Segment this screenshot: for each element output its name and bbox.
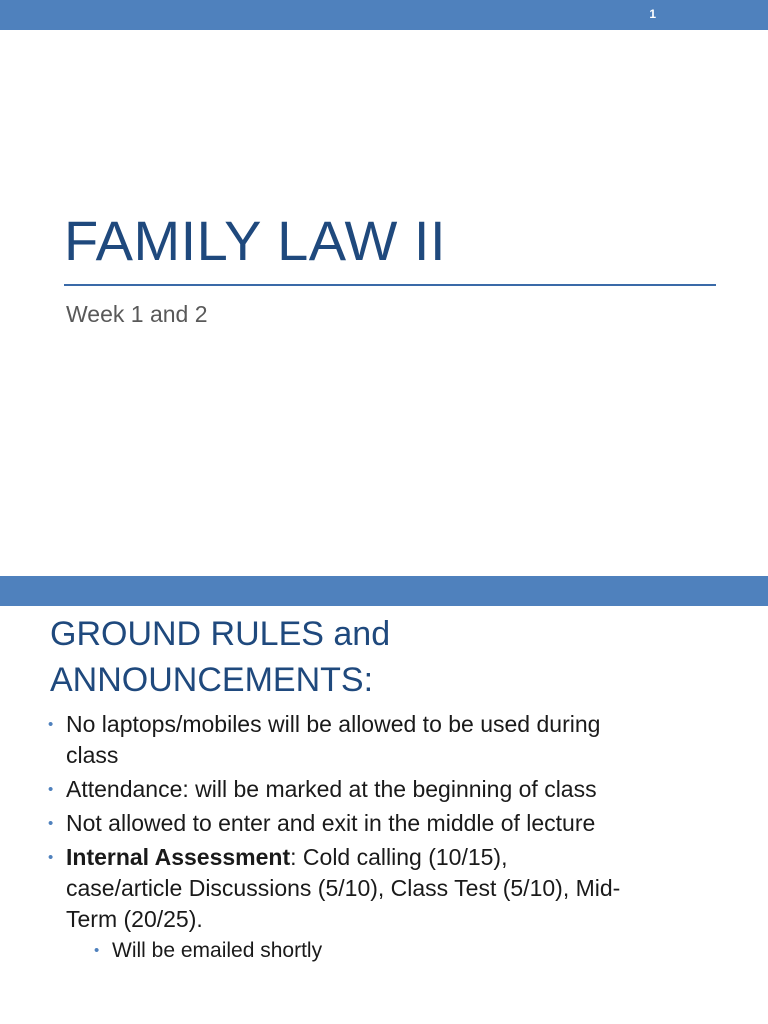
heading-line-1: GROUND RULES and [50,615,391,653]
slide-header-bar [0,576,768,606]
slide-heading [50,611,610,703]
slide-title: FAMILY LAW II [64,209,447,272]
bullet-text: No laptops/mobiles will be allowed to be used during class [66,711,601,768]
slide-number: 1 [649,7,656,21]
sub-list-item [66,937,624,965]
bullet-list [44,709,624,968]
assessment-text: : Cold calling (10/15), case/article Discussions (5/10), Class Test (5/10), Mid-Term (20/25). [66,844,621,932]
heading-line-2: ANNOUNCEMENTS: [50,661,374,699]
rules-slide [0,576,768,1024]
bullet-dot-icon: • [48,815,54,832]
title-underline [64,284,716,286]
slide-header-bar [0,0,768,30]
slide-subtitle: Week 1 and 2 [66,301,208,327]
assessment-label: Internal Assessment [66,844,291,870]
sub-bullet-text: Will be emailed shortly [112,939,323,962]
bullet-dot-icon: • [48,781,54,798]
list-item [44,709,624,771]
list-item [44,808,624,839]
bullet-dot-icon: • [94,942,100,959]
bullet-text: Not allowed to enter and exit in the middle of lecture [66,810,596,836]
bullet-dot-icon: • [48,716,54,733]
bullet-text: Attendance: will be marked at the beginning of class [66,776,597,802]
list-item [44,774,624,805]
bullet-dot-icon: • [48,849,54,866]
list-item-assessment [44,842,624,965]
